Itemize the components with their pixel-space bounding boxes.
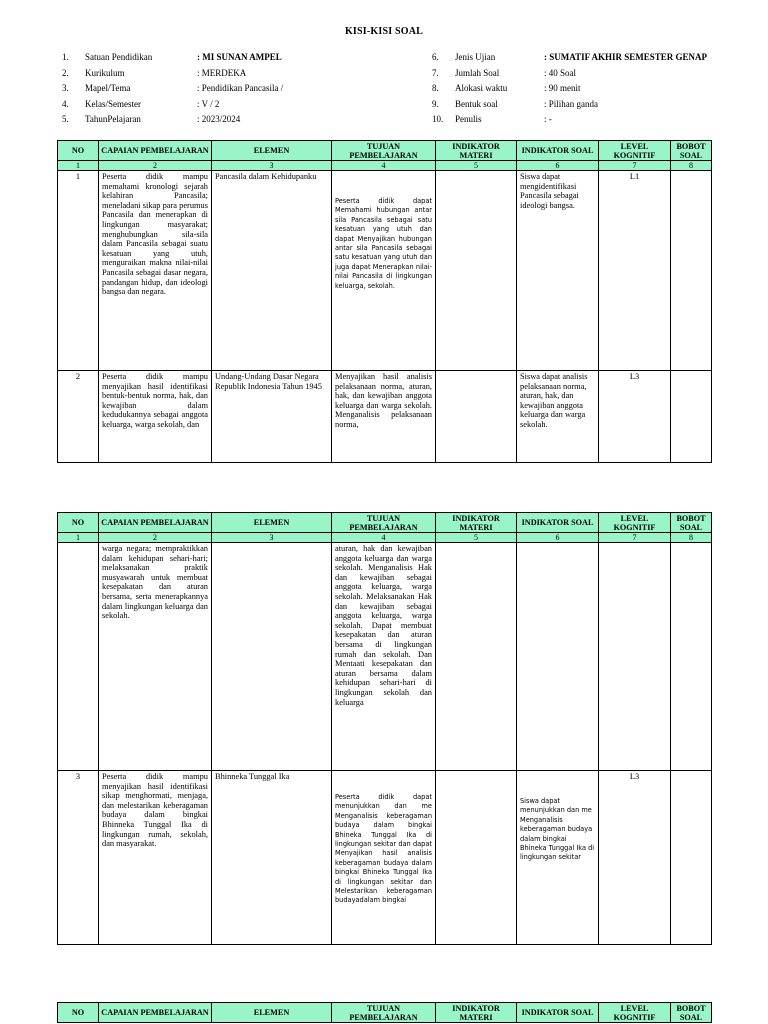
info-row [432,112,707,128]
info-label: Bentuk soal [455,98,498,109]
academic-year-value: : 2023/2024 [197,114,241,124]
cell-tujuan: Peserta didik dapat Memahami hubungan antar sila Pancasila sebagai satu kesatuan yang utuh dan dapat Menyajikan hubungan antar sila Pancasila sebagai satu kesatuan yang utuh dan juga dapat Menerapkan nilai-nilai Pancasila di lingkungan keluarga, sekolah. [332,171,436,371]
cell-capaian: Peserta didik mampu menyajikan hasil identifikasi sikap menghormati, menjaga, dan melestarikan keberagaman budaya dalam bingkai Bhinneka Tunggal Ika di lingkungan rumah, sekolah, dan masyarakat. [99,771,212,945]
header-level-kognitif: LEVEL KOGNITIF [599,1003,671,1023]
cell-level: L3 [599,771,671,945]
cell-bobot [671,371,712,463]
grid-table-page-3 [57,1002,712,1023]
column-number: 5 [436,533,517,543]
column-number: 8 [671,161,712,171]
identity-info-left [62,50,283,128]
header-no: NO [58,513,99,533]
column-number: 4 [332,161,436,171]
info-number: 9. [432,98,439,109]
info-row [432,97,707,113]
cell-indikator-soal: Siswa dapat mengidentifikasi Pancasila sebagai ideologi bangsa. [517,171,599,371]
info-number: 10. [432,114,444,124]
cell-level: L1 [599,171,671,371]
page-title: KISI-KISI SOAL [344,26,424,37]
info-row [62,112,283,128]
grid-table-page-2 [57,512,712,945]
column-number: 2 [99,533,212,543]
table-row [58,543,712,771]
info-label: TahunPelajaran [85,114,141,124]
column-number-row [58,161,712,171]
column-number: 8 [671,533,712,543]
subject-value: : Pendidikan Pancasila / [197,83,284,93]
column-number: 3 [212,533,332,543]
table-row [58,771,712,945]
column-number: 1 [58,533,99,543]
cell-tujuan: aturan, hak dan kewajiban anggota keluarga dan warga sekolah. Menganalisis Hak dan kewajiban sebagai anggota keluarga, warga sekolah. Melaksanakan Hak dan kewajiban sebagai anggota keluarga, warga sekolah. Dapat membuat kesepakatan dan aturan bersama di lingkungan rumah dan sekolah. Dan Mentaati kesepakatan dan aturan bersama dalam kehidupan sehari-hari di lingkungan sekolah dan keluarga [332,543,436,771]
header-tujuan: TUJUAN PEMBELAJARAN [332,141,436,161]
header-tujuan: TUJUAN PEMBELAJARAN [332,513,436,533]
info-label: Kurikulum [85,67,125,78]
cell-elemen [212,543,332,771]
cell-tujuan: Peserta didik dapat menunjukkan dan me Menganalisis keberagaman budaya dalam bingkai Bhineka Tunggal Ika di lingkungan sekitar dan dapat Menyajikan hasil analisis keberagaman budaya dalam bingkai Bhineka Tunggal Ika di lingkungan sekitar dan Melestarikan keberagaman budayadalam bingkai [332,771,436,945]
column-number: 1 [58,161,99,171]
cell-tujuan: Menyajikan hasil analisis pelaksanaan norma, aturan, hak, dan kewajiban anggota keluarga dan warga sekolah. Menganalisis pelaksanaan norma, [332,371,436,463]
info-number: 6. [432,52,439,62]
cell-elemen: Pancasila dalam Kehidupanku [212,171,332,371]
cell-indikator-materi [436,543,517,771]
info-label: Mapel/Tema [85,83,131,93]
info-label: Alokasi waktu [455,83,508,93]
header-bobot-soal: BOBOT SOAL [671,1003,712,1023]
cell-capaian: Peserta didik mampu memahami kronologi sejarah kelahiran Pancasila; meneladani sikap para perumus Pancasila dan menerapkan di lingkungan masyarakat; menghubungkan sila-sila dalam Pancasila sebagai suatu kesatuan yang utuh, menguraikan makna nilai-nilai Pancasila sebagai dasar negara, pandangan hidup, dan ideologi bangsa dan negara. [99,171,212,371]
info-label: Jenis Ujian [455,52,496,62]
cell-level: L3 [599,371,671,463]
column-number: 7 [599,161,671,171]
header-level-kognitif: LEVEL KOGNITIF [599,513,671,533]
identity-info-right [432,50,707,128]
column-number-row [58,533,712,543]
table-header-row [58,1003,712,1023]
header-indikator-materi: INDIKATOR MATERI [436,1003,517,1023]
grid-table-page-1 [57,140,712,463]
cell-elemen: Bhinneka Tunggal Ika [212,771,332,945]
header-capaian: CAPAIAN PEMBELAJARAN [99,141,212,161]
cell-indikator-materi [436,371,517,463]
header-elemen: ELEMEN [212,141,332,161]
question-form-value: : Pilihan ganda [544,98,598,109]
column-number: 5 [436,161,517,171]
header-bobot-soal: BOBOT SOAL [671,513,712,533]
header-level-kognitif: LEVEL KOGNITIF [599,141,671,161]
school-name-value: : MI SUNAN AMPEL [197,52,282,62]
info-row [62,97,283,113]
info-label: Jumlah Soal [455,67,500,78]
header-tujuan: TUJUAN PEMBELAJARAN [332,1003,436,1023]
info-row [432,66,707,82]
header-indikator-materi: INDIKATOR MATERI [436,141,517,161]
info-label: Kelas/Semester [85,98,141,109]
info-number: 5. [62,114,69,124]
cell-indikator-soal: Siswa dapat menunjukkan dan me Menganalisis keberagaman budaya dalam bingkai Bhineka Tunggal Ika di lingkungan sekitar [517,771,599,945]
cell-capaian: Peserta didik mampu menyajikan hasil identifikasi bentuk-bentuk norma, hak, dan kewajiban dalam kedudukannya sebagai anggota keluarga, warga sekolah, dan [99,371,212,463]
info-number: 7. [432,67,439,78]
table-header-row [58,141,712,161]
column-number: 3 [212,161,332,171]
column-number: 2 [99,161,212,171]
cell-indikator-materi [436,771,517,945]
question-count-value: : 40 Soal [544,67,577,78]
table-header-row [58,513,712,533]
cell-no [58,543,99,771]
info-number: 2. [62,67,69,78]
header-no: NO [58,1003,99,1023]
info-row [62,50,283,66]
cell-no: 3 [58,771,99,945]
info-row [432,81,707,97]
header-elemen: ELEMEN [212,513,332,533]
info-label: Penulis [455,114,482,124]
header-indikator-soal: INDIKATOR SOAL [517,1003,599,1023]
cell-elemen: Undang-Undang Dasar Negara Republik Indonesia Tahun 1945 [212,371,332,463]
table-row [58,371,712,463]
cell-capaian: warga negara; mempraktikkan dalam kehidupan sehari-hari; melaksanakan praktik musyawarah untuk membuat kesepakatan dan aturan bersama, serta menerapkannya dalam lingkungan keluarga dan sekolah. [99,543,212,771]
info-number: 8. [432,83,439,93]
cell-level [599,543,671,771]
column-number: 6 [517,161,599,171]
header-capaian: CAPAIAN PEMBELAJARAN [99,1003,212,1023]
cell-indikator-materi [436,171,517,371]
column-number: 7 [599,533,671,543]
cell-indikator-soal [517,543,599,771]
class-semester-value: : V / 2 [197,98,220,109]
curriculum-value: : MERDEKA [197,67,247,78]
header-bobot-soal: BOBOT SOAL [671,141,712,161]
info-row [62,81,283,97]
cell-no: 1 [58,171,99,371]
author-value: : - [544,114,552,124]
info-row [432,50,707,66]
header-no: NO [58,141,99,161]
column-number: 6 [517,533,599,543]
header-indikator-soal: INDIKATOR SOAL [517,141,599,161]
header-capaian: CAPAIAN PEMBELAJARAN [99,513,212,533]
column-number: 4 [332,533,436,543]
info-number: 4. [62,98,69,109]
info-number: 3. [62,83,69,93]
cell-bobot [671,543,712,771]
info-row [62,66,283,82]
info-number: 1. [62,52,69,62]
exam-type-value: : SUMATIF AKHIR SEMESTER GENAP [544,52,708,62]
cell-indikator-soal: Siswa dapat analisis pelaksanaan norma, aturan, hak, dan kewajiban anggota keluarga dan warga sekolah. [517,371,599,463]
cell-bobot [671,771,712,945]
table-row [58,171,712,371]
header-elemen: ELEMEN [212,1003,332,1023]
cell-bobot [671,171,712,371]
header-indikator-materi: INDIKATOR MATERI [436,513,517,533]
cell-no: 2 [58,371,99,463]
info-label: Satuan Pendidikan [85,52,153,62]
time-allocation-value: : 90 menit [544,83,581,93]
header-indikator-soal: INDIKATOR SOAL [517,513,599,533]
